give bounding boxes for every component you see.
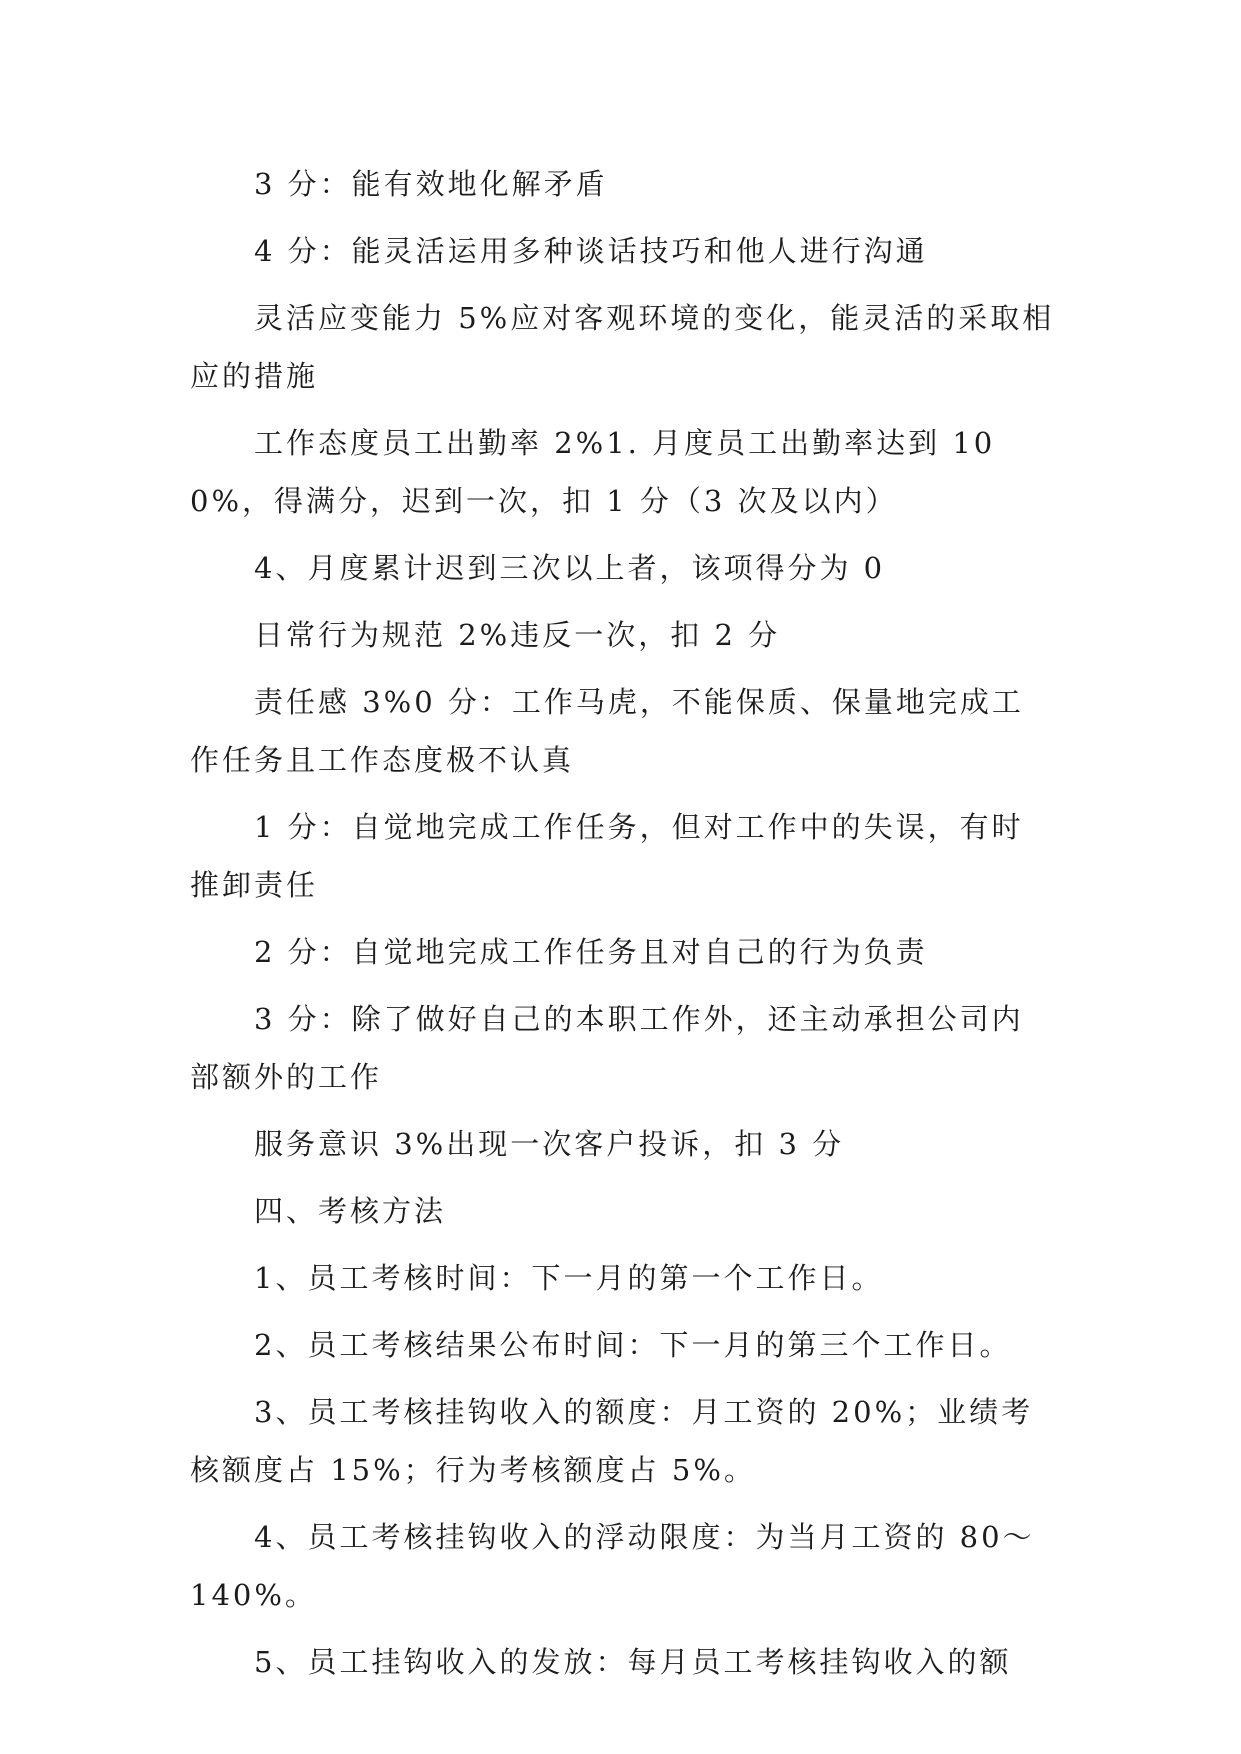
paragraph: 日常行为规范 2%违反一次，扣 2 分 <box>254 618 781 652</box>
paragraph: 4、员工考核挂钩收入的浮动限度：为当月工资的 80～140%。 <box>190 1520 1035 1612</box>
paragraph: 3 分：除了做好自己的本职工作外，还主动承担公司内部额外的工作 <box>190 1002 1024 1094</box>
paragraph: 1、员工考核时间：下一月的第一个工作日。 <box>254 1261 884 1295</box>
paragraph: 5、员工挂钩收入的发放：每月员工考核挂钩收入的额 <box>254 1645 1012 1679</box>
paragraph: 2、员工考核结果公布时间：下一月的第三个工作日。 <box>254 1328 1012 1362</box>
paragraph: 2 分：自觉地完成工作任务且对自己的行为负责 <box>254 935 928 969</box>
paragraph: 4 分：能灵活运用多种谈话技巧和他人进行沟通 <box>254 234 928 268</box>
paragraph: 3 分：能有效地化解矛盾 <box>254 167 608 201</box>
paragraph: 1 分：自觉地完成工作任务，但对工作中的失误，有时推卸责任 <box>190 810 1024 902</box>
paragraph: 服务意识 3%出现一次客户投诉，扣 3 分 <box>254 1127 845 1161</box>
section-heading: 四、考核方法 <box>254 1194 447 1228</box>
document-body <box>190 155 1055 1700</box>
paragraph: 工作态度员工出勤率 2%1. 月度员工出勤率达到 100%，得满分，迟到一次，扣 1 分（3 次及以内） <box>190 426 996 518</box>
paragraph: 3、员工考核挂钩收入的额度：月工资的 20%；业绩考核额度占 15%；行为考核额度占 5%。 <box>190 1395 1034 1487</box>
paragraph: 灵活应变能力 5%应对客观环境的变化，能灵活的采取相应的措施 <box>190 301 1055 393</box>
paragraph: 4、月度累计迟到三次以上者，该项得分为 0 <box>254 551 886 585</box>
paragraph: 责任感 3%0 分：工作马虎，不能保质、保量地完成工作任务且工作态度极不认真 <box>190 685 1024 777</box>
